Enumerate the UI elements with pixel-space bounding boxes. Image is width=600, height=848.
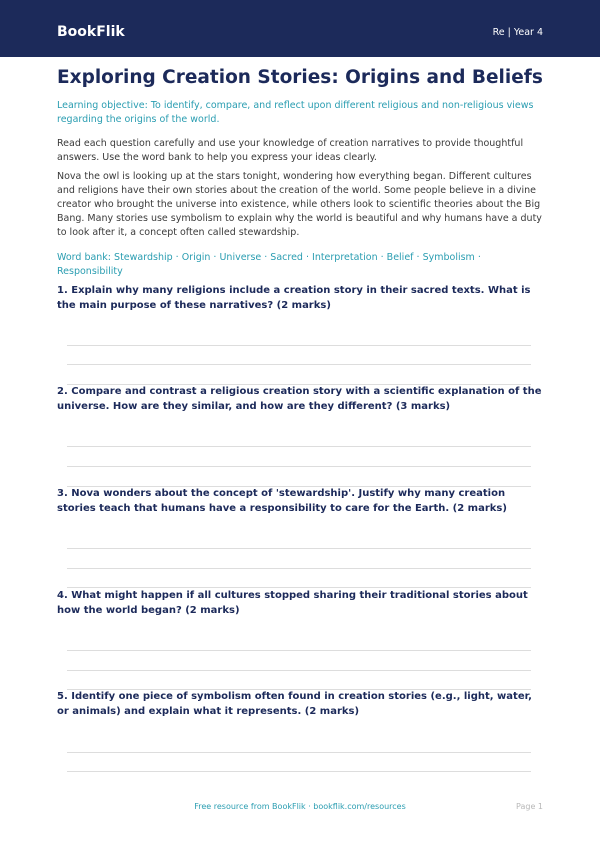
answer-line[interactable] [67, 670, 531, 671]
brand-logo-text: BookFlik [57, 24, 125, 40]
subject-year-label: Re | Year 4 [492, 27, 543, 38]
page-header [0, 0, 600, 57]
learning-objective: Learning objective: To identify, compare, and reflect upon different religious and non-religious views regarding the origins of the world. [57, 100, 534, 125]
answer-line[interactable] [67, 364, 531, 365]
question-1: 1. Explain why many religions include a creation story in their sacred texts. What is the main purpose of these narratives? (2 marks) [57, 285, 531, 311]
answer-line[interactable] [67, 548, 531, 549]
answer-line[interactable] [67, 771, 531, 772]
page-title: Exploring Creation Stories: Origins and Beliefs [57, 67, 543, 88]
footer-link[interactable]: Free resource from BookFlik · bookflik.com/resources [194, 802, 406, 811]
page-number: Page 1 [516, 802, 543, 811]
answer-line[interactable] [67, 345, 531, 346]
question-5: 5. Identify one piece of symbolism often found in creation stories (e.g., light, water, or animals) and explain what it represents. (2 marks) [57, 691, 532, 717]
word-bank: Word bank: Stewardship · Origin · Universe · Sacred · Interpretation · Belief · Symbolism · Responsibility [57, 252, 481, 277]
answer-line[interactable] [67, 650, 531, 651]
instructions-paragraph: Read each question carefully and use your knowledge of creation narratives to provide thoughtful answers. Use the word bank to help you express your ideas clearly. [57, 138, 524, 163]
question-4: 4. What might happen if all cultures stopped sharing their traditional stories about how the world began? (2 marks) [57, 590, 528, 616]
question-3: 3. Nova wonders about the concept of 'stewardship'. Justify why many creation stories teach that humans have a responsibility to care for the Earth. (2 marks) [57, 488, 507, 514]
answer-line[interactable] [67, 446, 531, 447]
answer-line[interactable] [67, 568, 531, 569]
answer-line[interactable] [67, 466, 531, 467]
story-paragraph: Nova the owl is looking up at the stars tonight, wondering how everything began. Different cultures and religions have their own stories about the creation of the world. Some people believe in a divine creator who brought the universe into existence, while others look to scientific theories about the Big Bang. Many stories use symbolism to explain why the world is beautiful and why humans have a duty to look after it, a concept often called stewardship. [57, 171, 542, 238]
question-2: 2. Compare and contrast a religious creation story with a scientific explanation of the universe. How are they similar, and how are they different? (3 marks) [57, 386, 542, 412]
answer-line[interactable] [67, 752, 531, 753]
